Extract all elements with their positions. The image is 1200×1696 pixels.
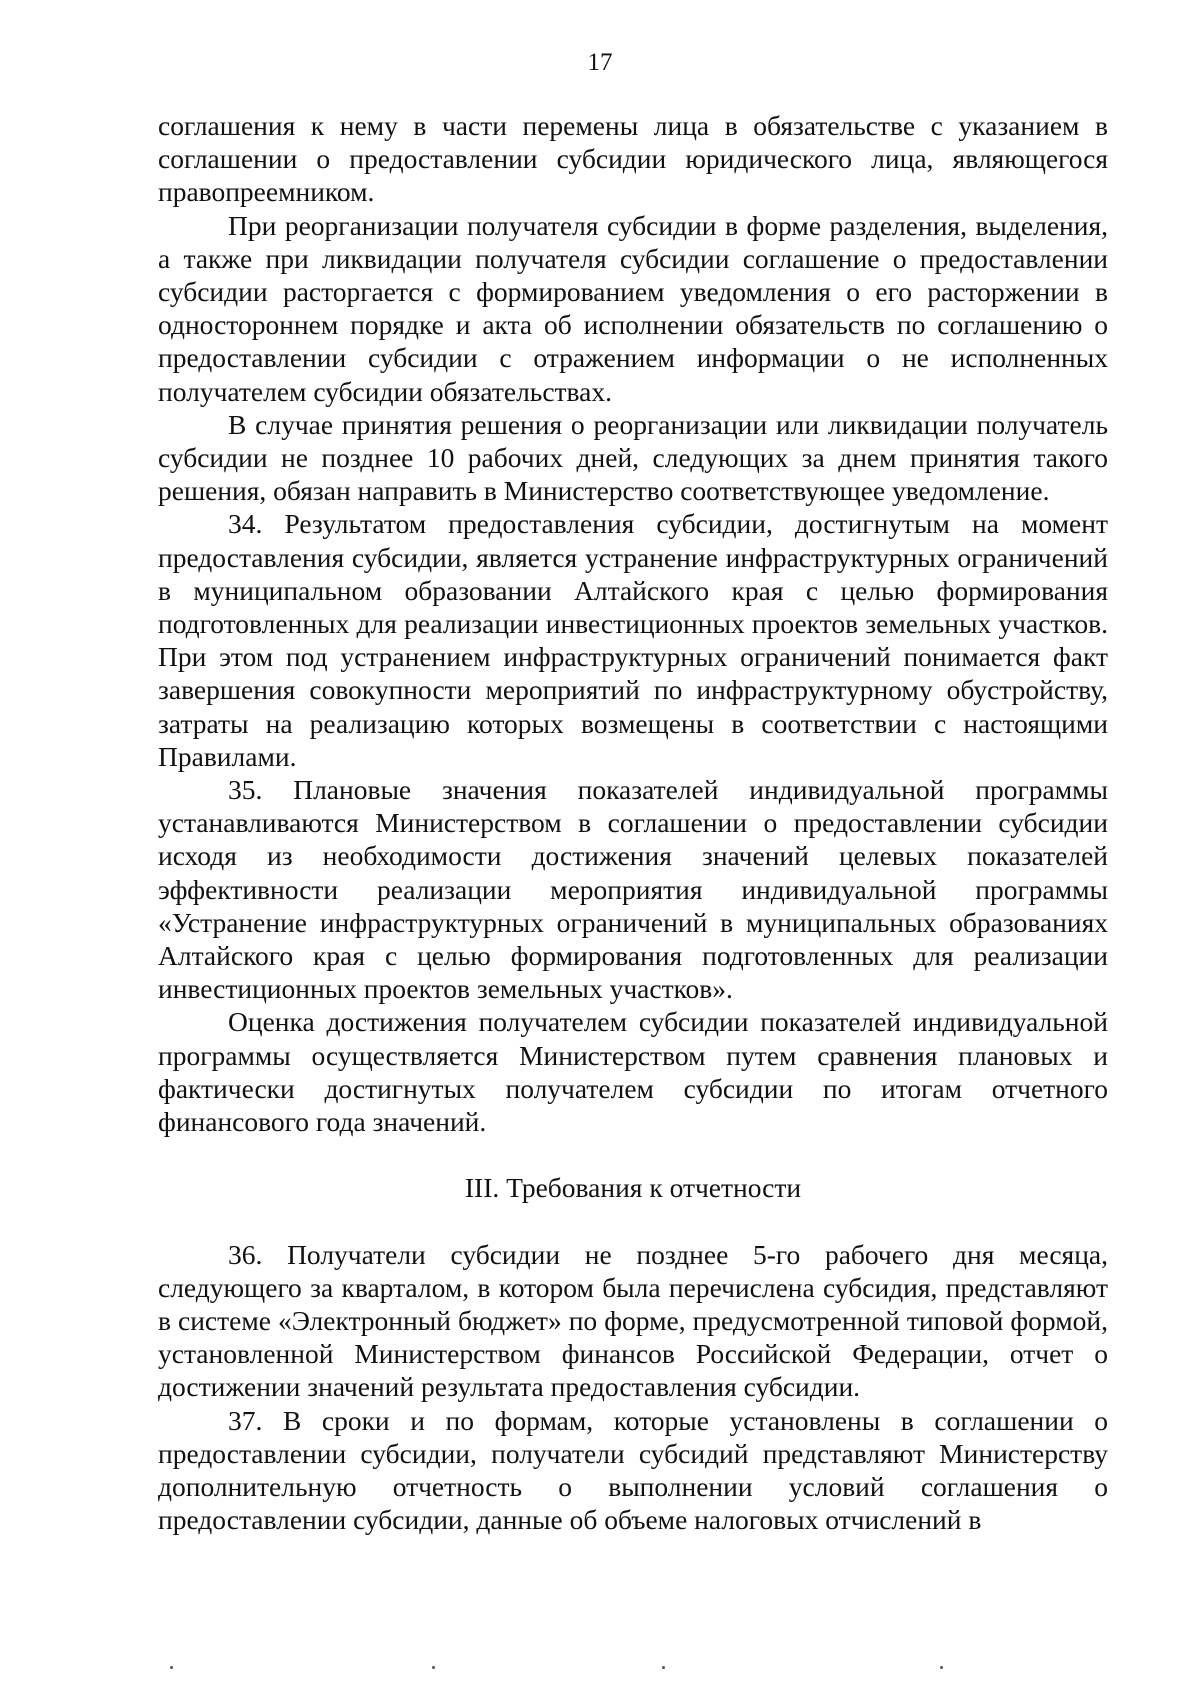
- paragraph-37: 37. В сроки и по формам, которые установлены в соглашении о предоставлении субсидии, получатели субсидий представляют Министерству дополнительную отчетность о выполнении условий соглашения о предоставлении субсидии, данные об объеме налоговых отчислений в: [158, 1404, 1108, 1536]
- page-number: 17: [587, 49, 613, 76]
- scan-artifact-dot: [940, 1666, 943, 1669]
- paragraph-reorganization: При реорганизации получателя субсидии в форме разделения, выделения, а также при ликвидации получателя субсидии соглашение о предоставлении субсидии расторгается с формированием уведомления о его расторжении в одностороннем порядке и акта об исполнении обязательств по соглашению о предоставлении субсидии с отражением информации о не исполненных получателем субсидии обязательствах.: [158, 209, 1108, 407]
- paragraph-36: 36. Получатели субсидии не позднее 5-го рабочего дня месяца, следующего за кварталом, в котором была перечислена субсидия, представляют в системе «Электронный бюджет» по форме, предусмотренной типовой формой, установленной Министерством финансов Российской Федерации, отчет о достижении значений результата предоставления субсидии.: [158, 1238, 1108, 1403]
- scan-artifact-dot: [662, 1666, 665, 1669]
- document-body: [158, 109, 1108, 1536]
- paragraph-35: 35. Плановые значения показателей индивидуальной программы устанавливаются Министерством в соглашении о предоставлении субсидии исходя из необходимости достижения значений целевых показателей эффективности реализации мероприятия индивидуальной программы «Устранение инфраструктурных ограничений в муниципальных образованиях Алтайского края с целью формирования подготовленных для реализации инвестиционных проектов земельных участков».: [158, 774, 1108, 1005]
- paragraph-assessment: Оценка достижения получателем субсидии показателей индивидуальной программы осуществляется Министерством путем сравнения плановых и фактически достигнутых получателем субсидии по итогам отчетного финансового года значений.: [158, 1006, 1108, 1138]
- paragraph-continuation: соглашения к нему в части перемены лица в обязательстве с указанием в соглашении о предоставлении субсидии юридического лица, являющегося правопреемником.: [158, 110, 1108, 208]
- scan-artifact-dot: [432, 1666, 435, 1669]
- paragraph-34: 34. Результатом предоставления субсидии, достигнутым на момент предоставления субсидии, является устранение инфраструктурных ограничений в муниципальном образовании Алтайского края с целью формирования подготовленных для реализации инвестиционных проектов земельных участков. При этом под устранением инфраструктурных ограничений понимается факт завершения совокупности мероприятий по инфраструктурному обустройству, затраты на реализацию которых возмещены в соответствии с настоящими Правилами.: [158, 508, 1108, 772]
- paragraph-liquidation-notice: В случае принятия решения о реорганизации или ликвидации получатель субсидии не позднее 10 рабочих дней, следующих за днем принятия такого решения, обязан направить в Министерство соответствующее уведомление.: [158, 408, 1108, 507]
- section-heading: III. Требования к отчетности: [464, 1172, 802, 1204]
- scan-artifact-dot: [170, 1666, 173, 1669]
